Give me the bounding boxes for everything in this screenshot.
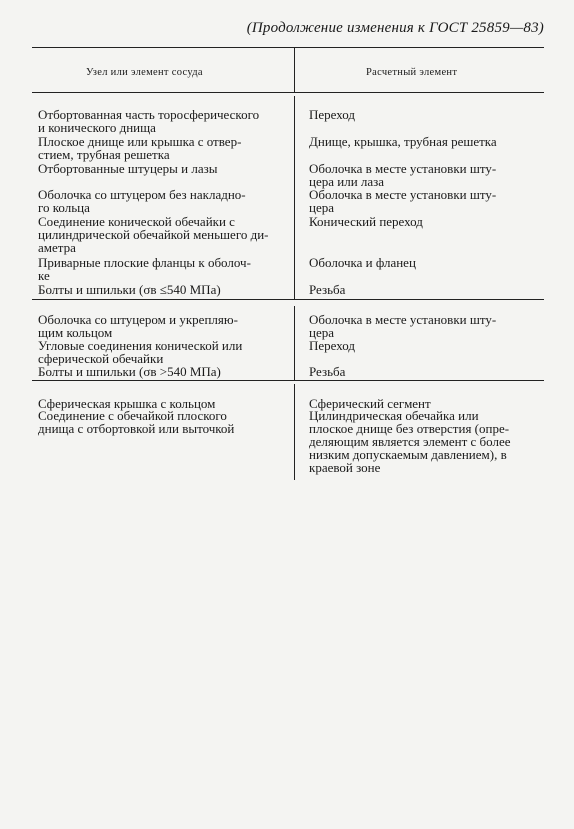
header-column-divider [294, 47, 295, 92]
cell-element: Днище, крышка, трубная решетка [309, 134, 497, 149]
cell-node: Оболочка со штуцером и укрепляю- щим кольцом [38, 312, 238, 340]
cell-element: Оболочка и фланец [309, 255, 416, 270]
cell-node: Отбортованная часть торосферического и конического днища [38, 107, 260, 135]
column-divider-2 [294, 306, 295, 380]
group-divider-2 [32, 380, 544, 381]
cell-node: Соединение конической обечайки с цилиндрической обечайкой меньшего ди- аметра [38, 214, 269, 255]
cell-node: Соединение с обечайкой плоского днища с отбортовкой или выточкой [38, 408, 235, 436]
cell-node: Угловые соединения конической или сферической обечайки [38, 338, 243, 366]
table-header-rule [32, 92, 544, 93]
cell-element: Оболочка в месте установки шту- цера [309, 312, 497, 340]
cell-element: Конический переход [309, 214, 423, 229]
table-top-rule [32, 47, 544, 48]
column-divider-3 [294, 384, 295, 480]
column-divider-1 [294, 96, 295, 299]
cell-node: Оболочка со штуцером без накладно- го кольца [38, 187, 246, 215]
cell-node: Отбортованные штуцеры и лазы [38, 161, 218, 176]
cell-node: Приварные плоские фланцы к оболоч- ке [38, 255, 251, 283]
cell-node: Плоское днище или крышка с отвер- стием, трубная решетка [38, 134, 242, 162]
cell-node: Болты и шпильки (σв >540 МПа) [38, 364, 221, 379]
cell-element: Цилиндрическая обечайка или плоское днище без отверстия (опре- деляющим является элемент с более низким допускаемым давлением), в краевой зоне [309, 408, 511, 475]
cell-element: Сферический сегмент [309, 396, 431, 411]
cell-node: Болты и шпильки (σв ≤540 МПа) [38, 282, 221, 297]
cell-element: Переход [309, 338, 356, 353]
page-header: (Продолжение изменения к ГОСТ 25859—83) [246, 20, 544, 36]
group-divider-1 [32, 299, 544, 300]
cell-element: Резьба [309, 282, 346, 297]
cell-element: Переход [309, 107, 356, 122]
cell-element: Оболочка в месте установки шту- цера или лаза [309, 161, 497, 189]
column-header-element: Расчетный элемент [366, 67, 458, 78]
cell-node: Сферическая крышка с кольцом [38, 396, 216, 411]
column-header-node: Узел или элемент сосуда [86, 67, 203, 78]
cell-element: Оболочка в месте установки шту- цера [309, 187, 497, 215]
cell-element: Резьба [309, 364, 346, 379]
